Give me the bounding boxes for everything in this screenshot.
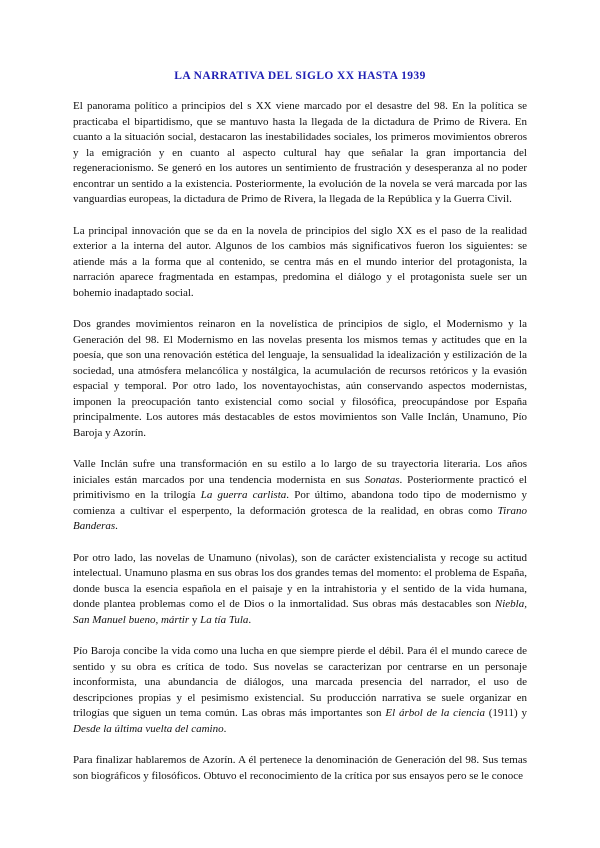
paragraph-text: Valle Inclán sufre una transformación en su estilo a lo largo de su trayectoria literaria. Los años iniciales están marcados por una tendencia modernista en sus <box>73 458 527 486</box>
paragraph-movements <box>73 317 527 441</box>
work-title: La guerra carlista <box>200 489 287 501</box>
paragraph-baroja <box>73 644 527 737</box>
work-title: La tía Tula <box>200 613 249 626</box>
paragraph-text: . <box>115 520 118 532</box>
paragraph-valle-inclan <box>73 457 527 535</box>
paragraph-text: La principal innovación que se da en la novela de principios del siglo XX es el paso de la realidad exterior a la interna del autor. Algunos de los cambios más significativos fueron los siguientes: se atiende más a la forma que al contenido, se centra más en el mundo interior del protagonista, la narración aparece fragmentada en estampas, predomina el diálogo y el protagonista suele ser un bohemio inadaptado social. <box>73 224 527 299</box>
paragraph-innovation <box>73 224 527 302</box>
paragraph-text: Dos grandes movimientos reinaron en la novelística de principios de siglo, el Modernismo y la Generación del 98. El Modernismo en las novelas presenta los mismos temas y actitudes que en la poesía, que son una renovación estética del lenguaje, la sensualidad la idealización y estilización de la sociedad, una atmósfera melancólica y nostálgica, la acumulación de recursos retóricos y la evasión espacial y temporal. Por otro lado, los noventayochistas, aún conservando aspectos modernistas, imponen la preocupación tanto existencial como social y filosófica, preocupándose por España principalmente. Los autores más destacables de estos movimientos son Valle Inclán, Unamuno, Pío Baroja y Azorín. <box>73 318 527 439</box>
paragraph-text: Para finalizar hablaremos de Azorín. A él pertenece la denominación de Generación del 98. Sus temas son biográficos y filosóficos. Obtuvo el reconocimiento de la crítica por sus ensayos pero se le conoce <box>73 754 527 782</box>
paragraph-text: . <box>223 722 227 735</box>
work-title: Desde la última vuelta del camino <box>73 722 224 735</box>
paragraph-text: Pío Baroja concibe la vida como una lucha en que siempre pierde el débil. Para él el mundo carece de sentido y su obra es crítica de todo. Sus novelas se caracterizan por centrarse en un personaje inconformista, una abundancia de diálogos, una marcada presencia del narrador, el uso de descripciones propias y el pesimismo existencial. Su producción narrativa se suele organizar en trilogías que siguen un tema común. Las obras más importantes son <box>73 645 527 719</box>
work-title: Tirano Banderas <box>73 504 527 532</box>
work-title: El árbol de la ciencia <box>385 707 485 719</box>
paragraph-text: . Posteriormente practicó el primitivismo en la trilogía <box>73 473 527 501</box>
work-title: Sonatas <box>364 473 400 486</box>
paragraph-text: y <box>189 613 201 626</box>
paragraph-text: . <box>248 613 252 626</box>
paragraph-context <box>73 99 527 208</box>
paragraph-text: . Por último, abandona todo tipo de modernismo y comienza a cultivar el esperpento, la deformación grotesca de la realidad, en obras como <box>73 489 527 517</box>
document-title: LA NARRATIVA DEL SIGLO XX HASTA 1939 <box>174 70 426 82</box>
paragraph-text: (1911) y <box>484 707 528 719</box>
paragraph-azorin <box>73 753 527 784</box>
work-title: Niebla, San Manuel bueno, mártir <box>73 598 527 626</box>
paragraph-text: Por otro lado, las novelas de Unamuno (nivolas), son de carácter existencialista y recoge su actitud intelectual. Unamuno plasma en sus obras los dos grandes temas del momento: el problema de España, donde busca la esencia española en el paisaje y en la intrahistoria y el sentido de la vida humana, donde plantea problemas como el de Dios o la inmortalidad. Sus obras más destacables son <box>73 551 527 610</box>
paragraph-unamuno <box>73 551 527 629</box>
paragraph-text: El panorama político a principios del s XX viene marcado por el desastre del 98. En la política se practicaba el bipartidismo, que se mantuvo hasta la llegada de la dictadura de Primo de Rivera. En cuanto a la situación social, destacaron las inestabilidades sociales, los primeros movimientos obreros y la emigración y en cuanto al aspecto cultural hay que señalar la gran importancia del regeneracionismo. Se generó en los autores un sentimiento de frustración y desesperanza al no poder encontrar un sentido a la existencia. Posteriormente, la evolución de la novela se verá marcada por las vanguardias europeas, la dictadura de Primo de Rivera, la llegada de la República y la Guerra Civil. <box>73 100 527 205</box>
